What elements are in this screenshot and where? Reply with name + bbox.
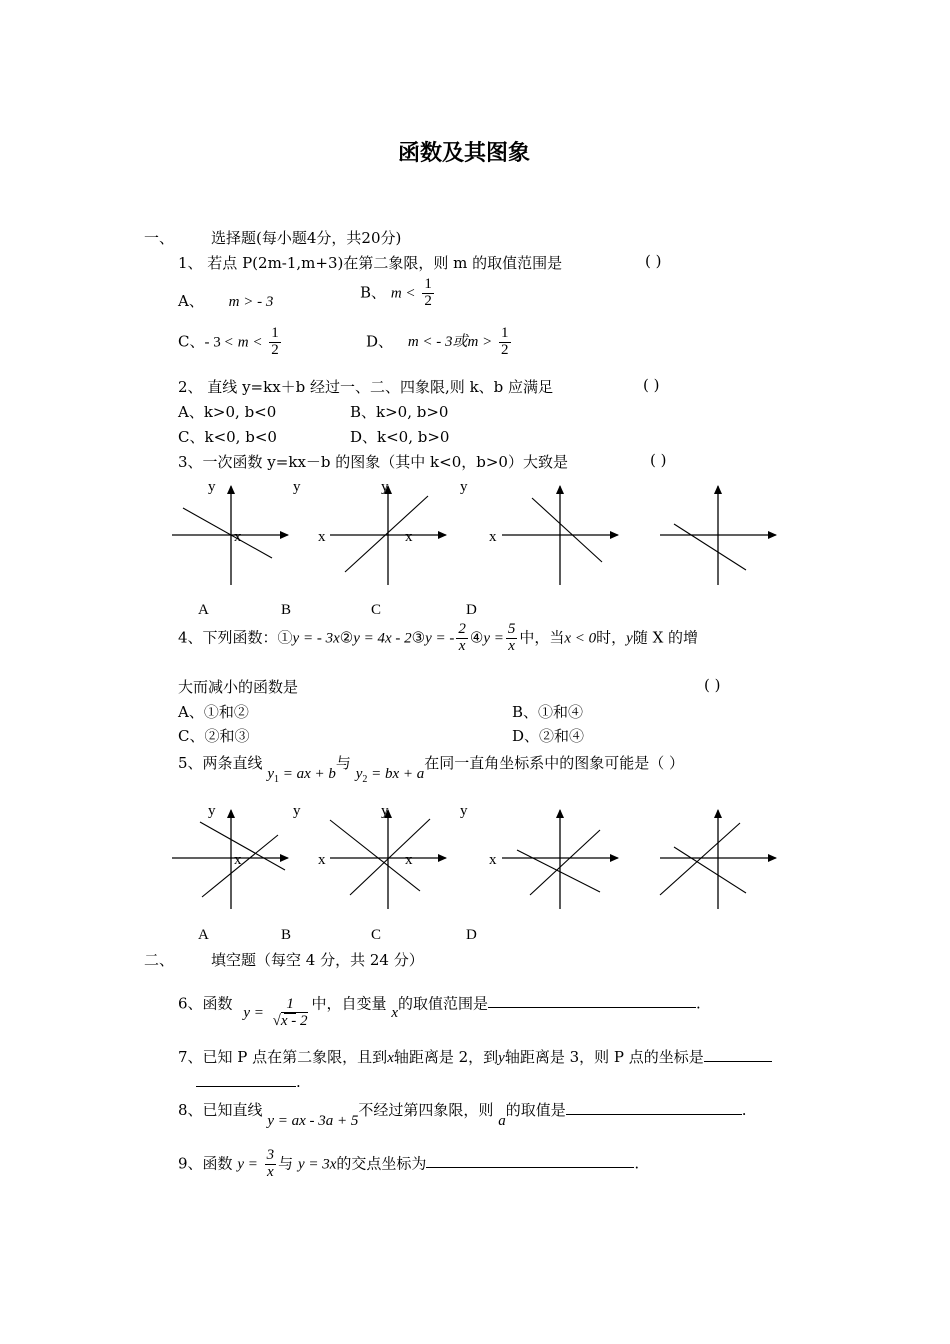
q2-stem: 2、 直线 y=kx＋b 经过一、二、四象限,则 k、b 应满足 (178, 378, 554, 396)
q2-option-a: A、k>0, b<0 (178, 403, 277, 421)
q4-function-1: y = - 3x (292, 630, 340, 647)
graph-line-2 (350, 819, 430, 895)
section-2-heading: 填空题（每空 4 分，共 24 分） (211, 951, 424, 969)
q3-graph-b (293, 479, 446, 585)
q1-option-c-fraction: $\frac{1}{2}$ (271, 325, 279, 358)
graph-line-1 (674, 847, 746, 893)
q5-graph-c (460, 803, 618, 909)
q3-graph-a (172, 479, 288, 585)
y-axis-label: y (208, 479, 216, 495)
x-axis-label: x (489, 852, 497, 868)
x-axis-label: x (234, 852, 242, 868)
q7-stem: 7、已知 P 点在第二象限，且到x轴距离是 2，到y轴距离是 3，则 P 点的坐标是 (178, 1046, 772, 1067)
graph-line (183, 508, 272, 558)
q5-line-1: $y_1$ = ax + b (267, 766, 336, 785)
graph-line-1 (200, 822, 285, 870)
q4-option-d: D、②和④ (512, 727, 585, 745)
q5-graph-d (660, 810, 776, 909)
q4-answer-paren: ( ) (704, 676, 721, 694)
q2-answer-paren: ( ) (643, 376, 660, 394)
q8-expression: y = ax - 3a + 5 (267, 1113, 359, 1129)
y-axis-label: y (460, 479, 468, 495)
q3-graph-options (0, 470, 950, 630)
q6-stem: 6、函数 y = $\frac{1}{√x - 2}$ 中，自变量 x的取值范围是 . (178, 994, 701, 1029)
q3-stem: 3、一次函数 y=kx－b 的图象（其中 k<0，b>0）大致是 (178, 453, 568, 471)
y-axis-label: y (381, 803, 389, 819)
q1-answer-paren: ( ) (645, 252, 662, 270)
q8-answer-blank[interactable] (566, 1100, 742, 1115)
q1-option-a: A、 m > - 3 (178, 292, 274, 310)
q6-answer-blank[interactable] (488, 993, 696, 1008)
q9-stem: 9、函数 y = $\frac{3}{x}$ 与 y = 3x的交点坐标为 . (178, 1147, 640, 1180)
q5-line-2: $y_2$ = bx + a (355, 766, 425, 785)
option-label-b: B (281, 927, 292, 943)
option-label-b: B (281, 602, 292, 618)
q2-option-d: D、k<0, b>0 (350, 428, 450, 446)
q1-option-b: B、 m < $\frac{1}{2}$ (360, 276, 432, 309)
q9-fraction: $\frac{3}{x}$ (266, 1147, 275, 1180)
graph-line (345, 496, 428, 572)
q3-answer-paren: ( ) (650, 451, 667, 469)
q5-graph-a (172, 803, 288, 909)
x-axis-label: x (405, 852, 413, 868)
y-axis-label: y (460, 803, 468, 819)
option-label-d: D (466, 602, 477, 618)
option-label-c: C (371, 602, 382, 618)
q7-stem-line-2: . (196, 1072, 301, 1091)
section-1-heading: 选择题(每小题4分，共20分) (211, 229, 402, 247)
q5-graph-b (293, 803, 446, 909)
x-axis-label: x (234, 529, 242, 545)
q4-option-c: C、②和③ (178, 727, 250, 745)
q4-option-a: A、①和② (178, 703, 249, 721)
q1-stem: 1、 若点 P(2m-1,m+3)在第二象限，则 m 的取值范围是 (178, 254, 563, 272)
q5-graph-options (0, 795, 950, 955)
graph-line-1 (517, 850, 600, 892)
q4-stem: 4、下列函数：①y = - 3x②y = 4x - 2③y = - $\frac{2}{x}$ ④y = $\frac{5}{x}$ 中，当x < 0时，y随 X 的增 (178, 621, 699, 654)
q2-option-b: B、k>0, b>0 (350, 403, 449, 421)
q3-graph-d (660, 486, 776, 585)
graph-line-2 (660, 823, 740, 895)
option-label-d: D (466, 927, 477, 943)
q8-stem: 8、已知直线 y = ax - 3a + 5不经过第四象限，则 a的取值是 . (178, 1101, 747, 1129)
x-axis-label: x (405, 529, 413, 545)
graph-line (674, 524, 746, 570)
q4-function-3-fraction: $\frac{2}{x}$ (458, 621, 466, 654)
section-1-number: 一、 (144, 229, 175, 247)
section-2-number: 二、 (144, 951, 175, 969)
graph-line (532, 498, 602, 562)
q4-function-2: y = 4x - 2 (353, 630, 412, 647)
q2-option-c: C、k<0, b<0 (178, 428, 277, 446)
q1-option-a-expr: m > - 3 (228, 294, 274, 310)
q4-function-3: y = - (425, 630, 455, 647)
q9-answer-blank[interactable] (426, 1153, 634, 1168)
q4-option-b: B、①和④ (512, 703, 584, 721)
x-axis-label: x (318, 852, 326, 868)
q5-stem: 5、两条直线 $y_1$ = ax + b与 $y_2$ = bx + a在同一直角坐标系中的图象可能是（ ） (178, 754, 685, 785)
y-axis-label: y (381, 479, 389, 495)
q1-option-b-expr: m < (390, 285, 416, 302)
q7-answer-blank[interactable] (704, 1047, 772, 1062)
q3-graph-c (460, 479, 618, 585)
q4-function-4: y = (483, 630, 504, 647)
q1-option-b-fraction: $\frac{1}{2}$ (424, 276, 432, 309)
option-label-a: A (198, 927, 209, 943)
x-axis-label: x (489, 529, 497, 545)
y-axis-label: y (293, 479, 301, 495)
q7-answer-blank-continued[interactable] (196, 1072, 296, 1087)
page-title: 函数及其图象 (398, 140, 531, 166)
x-axis-label: x (318, 529, 326, 545)
y-axis-label: y (208, 803, 216, 819)
q4-function-4-fraction: $\frac{5}{x}$ (507, 621, 516, 654)
q1-option-c: C、- 3 < m < $\frac{1}{2}$ (178, 325, 279, 358)
q4-stem-line-2: 大而减小的函数是 (178, 678, 299, 696)
q1-option-d-fraction: $\frac{1}{2}$ (501, 325, 509, 358)
option-label-a: A (198, 602, 209, 618)
y-axis-label: y (293, 803, 301, 819)
q6-fraction: $\frac{1}{√x - 2}$ (272, 996, 308, 1029)
option-label-c: C (371, 927, 382, 943)
q1-option-d: D、 m < - 3或m > $\frac{1}{2}$ (366, 325, 509, 358)
